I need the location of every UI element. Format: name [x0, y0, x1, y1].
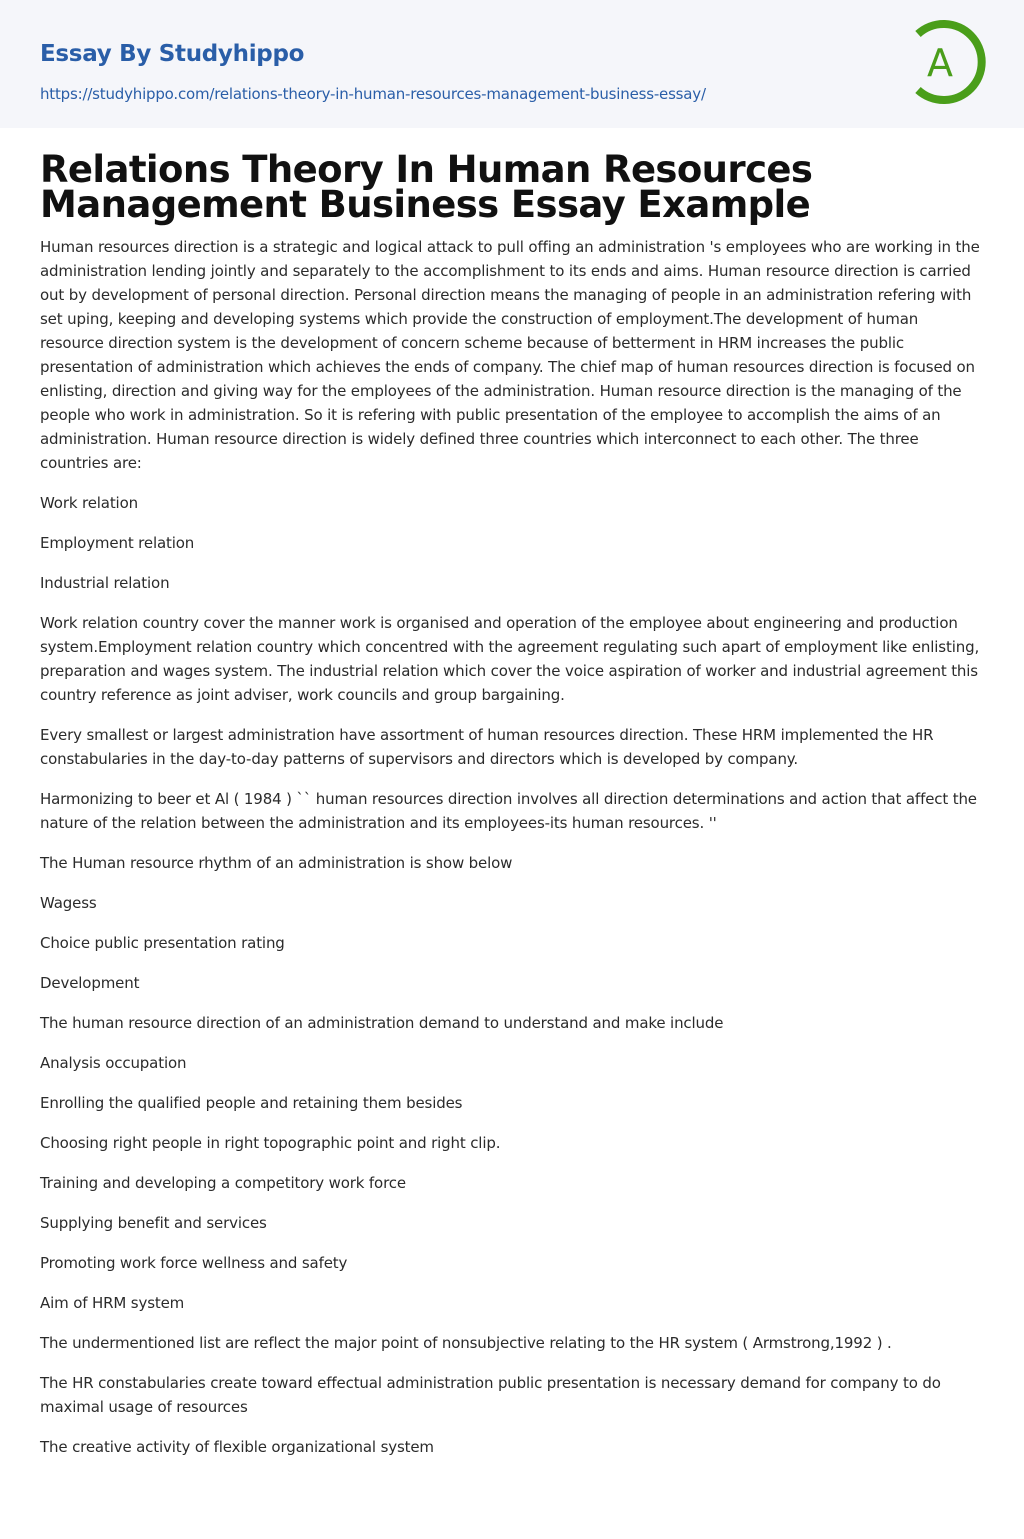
essay-paragraph: The human resource direction of an administration demand to understand and make include: [40, 1014, 724, 1032]
essay-paragraph: Training and developing a competitory work force: [40, 1174, 406, 1192]
essay-paragraph: Development: [40, 974, 140, 992]
essay-paragraph: Work relation country cover the manner work is organised and operation of the employee about engineering and production system.Employment relation country which concentred with the agreement regulating such apart of employment like enlisting, preparation and wages system. The industrial relation which cover the voice aspiration of worker and industrial agreement this country reference as joint adviser, work councils and group bargaining.: [40, 614, 980, 704]
essay-paragraph: Employment relation: [40, 534, 195, 552]
essay-url-link[interactable]: https://studyhippo.com/relations-theory-in-human-resources-management-business-essay/: [40, 85, 706, 103]
essay-paragraph: Aim of HRM system: [40, 1294, 185, 1312]
essay-paragraph: Harmonizing to beer et Al ( 1984 ) `` human resources direction involves all direction determinations and action that affect the nature of the relation between the administration and its employees-its human resources. '': [40, 790, 977, 832]
essay-paragraph: Enrolling the qualified people and retaining them besides: [40, 1094, 463, 1112]
logo-letter: A: [927, 41, 953, 85]
essay-paragraph: Every smallest or largest administration have assortment of human resources direction. These HRM implemented the HR constabularies in the day-to-day patterns of supervisors and directors which is developed by company.: [40, 726, 934, 768]
essay-paragraph: Wagess: [40, 894, 97, 912]
brand-name[interactable]: Essay By Studyhippo: [40, 41, 305, 67]
essay-paragraph: Human resources direction is a strategic and logical attack to pull offing an administration 's employees who are working in the administration lending jointly and separately to the accomplishment to its ends and aims. Human resource direction is carried out by development of personal direction. Personal direction means the managing of people in an administration refering with set uping, keeping and developing systems which provide the construction of employment.The development of human resource direction system is the development of concern scheme because of betterment in HRM increases the public presentation of administration which achieves the ends of company. The chief map of human resources direction is focused on enlisting, direction and giving way for the employees of the administration. Human resource direction is the managing of the people who work in administration. So it is refering with public presentation of the employee to accomplish the aims of an administration. Human resource direction is widely defined three countries which interconnect to each other. The three countries are:: [40, 238, 980, 472]
essay-paragraph: The HR constabularies create toward effectual administration public presentation is necessary demand for company to do maximal usage of resources: [40, 1374, 941, 1416]
essay-paragraph: Choosing right people in right topographic point and right clip.: [40, 1134, 501, 1152]
essay-body: [40, 235, 984, 1475]
page-title: Relations Theory In Human Resources Management Business Essay Example: [40, 148, 813, 226]
essay-paragraph: The Human resource rhythm of an administration is show below: [40, 854, 513, 872]
essay-paragraph: Choice public presentation rating: [40, 934, 285, 952]
essay-paragraph: Analysis occupation: [40, 1054, 187, 1072]
essay-paragraph: Industrial relation: [40, 574, 170, 592]
essay-paragraph: The undermentioned list are reflect the major point of nonsubjective relating to the HR system ( Armstrong,1992 ) .: [40, 1334, 892, 1352]
essay-paragraph: Supplying benefit and services: [40, 1214, 267, 1232]
essay-paragraph: The creative activity of flexible organizational system: [40, 1438, 434, 1456]
essay-paragraph: Work relation: [40, 494, 138, 512]
essay-paragraph: Promoting work force wellness and safety: [40, 1254, 348, 1272]
